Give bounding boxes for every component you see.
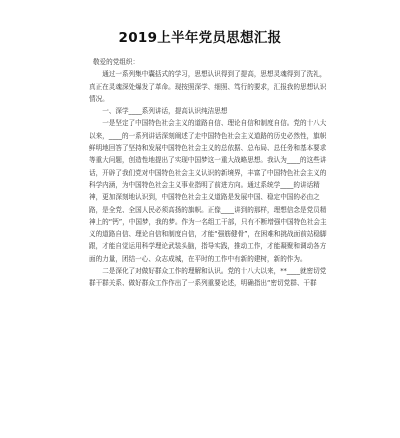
paragraph-first-point: 一是坚定了中国特色社会主义的道路自信、理论自信和制度自信。党的十八大以来，____的一系列讲话深刻阐述了走中国特色社会主义道路的历史必然性，旗帜鲜明地回答了坚持和发展中国特色社会主义的总依据、总布局、总任务和基本要求等重大问题，创造性地提出了实现中国梦这一重大战略思想。我认为____的这些讲话，开辟了我们党对中国特色社会主义认识的新境界，丰富了中国特色社会主义的科学内涵，为中国特色社会主义事业指明了前进方向。通过系统学____的讲话精神，更加深刻地认识到，中国特色社会主义道路是发展中国、稳定中国的必由之路，是全党、全国人民必须高扬的旗帜。正像____讲到的那样，理想信念是党员精神上的“钙”，中国梦，我的梦。作为一名组工干部，只有不断增强中国特色社会主义的道路自信、理论自信和制度自信，才能“强筋健骨”，在困难和挑战面前站稳脚跟，才能自觉运用科学理论武装头脑，指导实践，推动工作，才能凝聚和调动各方面的力量，团结一心、众志成城，在平时的工作中有新的建树，新的作为。 xyxy=(89,119,327,263)
document-body xyxy=(89,56,329,290)
document-title: 2019上半年党员思想汇报 xyxy=(118,30,282,46)
section-heading: 一、深学____系列讲话，提高认识纯洁思想 xyxy=(102,107,228,116)
salutation: 敬爱的党组织： xyxy=(92,58,140,66)
paragraph-intro: 通过一系列集中囊括式的学习，思想认识得到了提高，思想灵魂得到了洗礼，真正在灵魂深处爆发了革命。现按照深学、细照、笃行的要求，汇报我的思想认识情况。 xyxy=(89,70,327,103)
paragraph-second-point: 二是深化了对做好群众工作的理解和认识。党的十八大以来，**____就密切党群干群关系、做好群众工作作出了一系列重要论述，明确指出“密切党群、干群 xyxy=(89,267,327,288)
